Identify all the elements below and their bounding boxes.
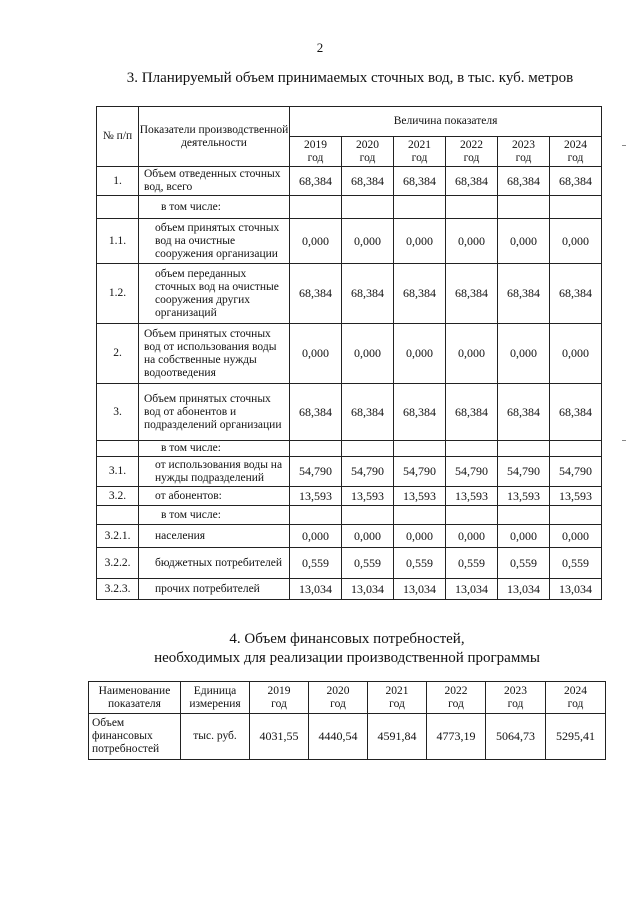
row-label: Объем отведенных сточных вод, всего (139, 167, 290, 196)
row-value: 4031,55 (250, 714, 309, 760)
row-num: 3.2.2. (97, 548, 139, 579)
row-label: в том числе: (139, 441, 290, 457)
header-year (427, 682, 486, 714)
table-row (97, 579, 602, 600)
row-value (290, 441, 342, 457)
header-indicator: Показатели производственной деятельности (139, 107, 290, 167)
wastewater-volume-table (96, 106, 602, 600)
row-value: 68,384 (550, 264, 602, 324)
row-value (342, 196, 394, 219)
row-num: 3. (97, 384, 139, 441)
year-unit: год (307, 151, 324, 164)
table-row (97, 548, 602, 579)
row-value (342, 506, 394, 525)
year-unit: год (448, 697, 464, 710)
year-unit: год (330, 697, 346, 710)
header-num: № п/п (97, 107, 139, 167)
row-label: в том числе: (139, 196, 290, 219)
row-value: 0,559 (498, 548, 550, 579)
row-value: 54,790 (342, 457, 394, 487)
row-value: 68,384 (550, 384, 602, 441)
table-row (97, 441, 602, 457)
row-value: 4591,84 (368, 714, 427, 760)
row-value: 13,034 (290, 579, 342, 600)
row-value (446, 196, 498, 219)
table-row (97, 506, 602, 525)
row-label: в том числе: (139, 506, 290, 525)
section3-title: 3. Планируемый объем принимаемых сточных вод, в тыс. куб. метров (126, 70, 574, 86)
header-year (309, 682, 368, 714)
row-value (342, 441, 394, 457)
table-row (97, 384, 602, 441)
row-value: 68,384 (290, 167, 342, 196)
row-value: 0,000 (342, 324, 394, 384)
row-value: 0,559 (550, 548, 602, 579)
header-year (368, 682, 427, 714)
year-label: 2023 (504, 684, 527, 697)
row-label: Объем принятых сточных вод от абонентов и подразделений организации (139, 384, 290, 441)
row-value (498, 441, 550, 457)
year-unit: год (567, 151, 584, 164)
row-name: Объем финансовых потребностей (89, 714, 181, 760)
row-value: 68,384 (290, 384, 342, 441)
row-value: 0,000 (550, 525, 602, 548)
row-num (97, 506, 139, 525)
year-label: 2023 (512, 138, 535, 151)
header-value: Величина показателя (290, 107, 602, 137)
row-value: 0,000 (550, 324, 602, 384)
year-label: 2021 (408, 138, 431, 151)
row-value (550, 506, 602, 525)
row-value: 13,034 (550, 579, 602, 600)
row-value (498, 506, 550, 525)
row-value: 0,000 (290, 525, 342, 548)
row-label: прочих потребителей (139, 579, 290, 600)
row-value: 0,000 (446, 324, 498, 384)
section4-title-line2: необходимых для реализации производственной программы (154, 650, 540, 666)
row-value: 68,384 (290, 264, 342, 324)
row-num: 1.2. (97, 264, 139, 324)
year-label: 2021 (385, 684, 409, 697)
page-number: 2 (316, 40, 324, 55)
row-value (498, 196, 550, 219)
year-unit: год (271, 697, 287, 710)
row-value: 5295,41 (546, 714, 606, 760)
row-value: 0,559 (342, 548, 394, 579)
row-value (394, 196, 446, 219)
row-value (550, 441, 602, 457)
header-year (342, 137, 394, 167)
row-value: 5064,73 (486, 714, 546, 760)
row-value: 68,384 (446, 167, 498, 196)
row-value: 4440,54 (309, 714, 368, 760)
row-value: 68,384 (342, 384, 394, 441)
row-value: 68,384 (342, 167, 394, 196)
row-value (394, 441, 446, 457)
table-row (97, 167, 602, 196)
table-row (97, 525, 602, 548)
row-value: 54,790 (290, 457, 342, 487)
row-value: 68,384 (550, 167, 602, 196)
row-value: 54,790 (446, 457, 498, 487)
row-value (446, 441, 498, 457)
table-row (97, 487, 602, 506)
row-num: 2. (97, 324, 139, 384)
row-value (290, 506, 342, 525)
row-value (446, 506, 498, 525)
year-unit: год (515, 151, 532, 164)
header-year (446, 137, 498, 167)
row-value: 0,000 (290, 324, 342, 384)
row-value: 4773,19 (427, 714, 486, 760)
row-unit: тыс. руб. (181, 714, 250, 760)
section4-title (0, 630, 640, 668)
row-value: 68,384 (342, 264, 394, 324)
row-value: 13,593 (290, 487, 342, 506)
section4-title-line1: 4. Объем финансовых потребностей, (229, 631, 465, 647)
row-value: 0,000 (342, 219, 394, 264)
row-label: от использования воды на нужды подразделений (139, 457, 290, 487)
row-value: 13,034 (342, 579, 394, 600)
row-value: 54,790 (550, 457, 602, 487)
row-num: 3.1. (97, 457, 139, 487)
row-num: 1. (97, 167, 139, 196)
row-num: 3.2.1. (97, 525, 139, 548)
row-value: 13,593 (394, 487, 446, 506)
header-year (498, 137, 550, 167)
table-row (97, 324, 602, 384)
header-year (546, 682, 606, 714)
row-value (394, 506, 446, 525)
row-value: 68,384 (394, 384, 446, 441)
row-value: 68,384 (394, 167, 446, 196)
year-label: 2019 (267, 684, 291, 697)
row-value: 68,384 (394, 264, 446, 324)
table-row (97, 196, 602, 219)
year-unit: год (411, 151, 428, 164)
year-label: 2020 (326, 684, 350, 697)
table-row (97, 457, 602, 487)
year-label: 2024 (564, 138, 588, 151)
row-value: 0,000 (342, 525, 394, 548)
row-value: 13,034 (446, 579, 498, 600)
row-value: 13,593 (550, 487, 602, 506)
header-year (486, 682, 546, 714)
row-value: 13,034 (394, 579, 446, 600)
table-row (89, 714, 606, 760)
row-num: 1.1. (97, 219, 139, 264)
row-value: 0,000 (394, 324, 446, 384)
row-value: 0,000 (394, 525, 446, 548)
year-unit: год (463, 151, 480, 164)
year-label: 2020 (356, 138, 379, 151)
year-unit: год (389, 697, 405, 710)
row-value: 68,384 (446, 264, 498, 324)
header-year (250, 682, 309, 714)
header-year (394, 137, 446, 167)
row-value: 68,384 (498, 167, 550, 196)
year-unit: год (507, 697, 524, 710)
row-value: 68,384 (446, 384, 498, 441)
row-value: 54,790 (498, 457, 550, 487)
header-name: Наименование показателя (89, 682, 181, 714)
row-value: 54,790 (394, 457, 446, 487)
row-label: от абонентов: (139, 487, 290, 506)
row-value: 0,000 (550, 219, 602, 264)
year-label: 2022 (460, 138, 483, 151)
row-value: 0,000 (394, 219, 446, 264)
financial-needs-table (88, 681, 606, 760)
row-label: объем принятых сточных вод на очистные сооружения организации (139, 219, 290, 264)
row-label: объем переданных сточных вод на очистные сооружения других организаций (139, 264, 290, 324)
year-unit: год (359, 151, 376, 164)
row-num (97, 441, 139, 457)
row-value: 13,593 (446, 487, 498, 506)
header-unit: Единица измерения (181, 682, 250, 714)
row-value: 13,593 (342, 487, 394, 506)
table-row (97, 264, 602, 324)
table-row (97, 219, 602, 264)
row-value (290, 196, 342, 219)
row-value: 0,559 (446, 548, 498, 579)
row-value: 68,384 (498, 384, 550, 441)
row-value: 0,000 (446, 525, 498, 548)
row-value: 68,384 (498, 264, 550, 324)
row-value: 13,034 (498, 579, 550, 600)
row-value: 0,559 (394, 548, 446, 579)
row-value: 0,000 (498, 525, 550, 548)
row-value: 0,559 (290, 548, 342, 579)
year-label: 2022 (444, 684, 468, 697)
row-value: 0,000 (498, 324, 550, 384)
row-value: 0,000 (446, 219, 498, 264)
row-label: Объем принятых сточных вод от использования воды на собственные нужды водоотведения (139, 324, 290, 384)
row-label: бюджетных потребителей (139, 548, 290, 579)
row-num: 3.2. (97, 487, 139, 506)
row-value (550, 196, 602, 219)
row-label: населения (139, 525, 290, 548)
header-year (290, 137, 342, 167)
row-num: 3.2.3. (97, 579, 139, 600)
row-value: 13,593 (498, 487, 550, 506)
year-unit: год (567, 697, 584, 710)
row-value: 0,000 (290, 219, 342, 264)
year-label: 2019 (304, 138, 327, 151)
row-value: 0,000 (498, 219, 550, 264)
header-year (550, 137, 602, 167)
year-label: 2024 (564, 684, 587, 697)
row-num (97, 196, 139, 219)
